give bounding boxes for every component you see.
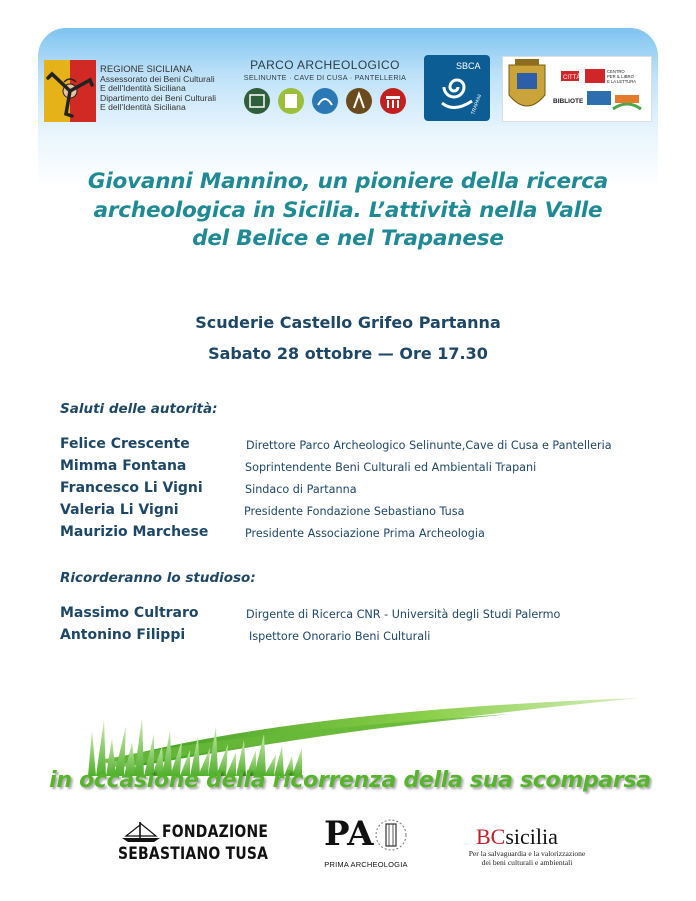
bcsicilia-title: BCsicilia [476,824,558,849]
fst-line1: FONDAZIONE [162,822,269,842]
parco-archeologico-logo [236,58,412,122]
saluti-row [60,502,660,522]
person-name: Mimma Fontana [60,458,187,474]
sbca-trapani-logo [424,55,490,121]
trinacria-icon [44,60,96,122]
parco-title: PARCO ARCHEOLOGICO [250,58,400,72]
person-role: Presidente Associazione Prima Archeologia [245,527,485,540]
person-role: Presidente Fondazione Sebastiano Tusa [244,505,465,518]
fondazione-sebastiano-tusa-logo [118,818,278,870]
comune-crest-icon [503,57,653,123]
svg-text:CITTÀ: CITTÀ [563,75,581,81]
ship-icon [120,820,162,842]
pa-letters: PA [324,814,374,854]
svg-text:SBCA: SBCA [456,61,481,71]
event-date: Sabato 28 ottobre — Ore 17.30 [208,344,488,363]
person-name: Antonino Filippi [60,627,186,643]
event-venue: Scuderie Castello Grifeo Partanna [195,313,501,332]
person-name: Felice Crescente [60,436,190,452]
person-role: Dirgente di Ricerca CNR - Università degli Studi Palermo [246,608,561,621]
svg-text:CENTRO: CENTRO [607,69,625,74]
svg-text:E LA LETTURA: E LA LETTURA [607,79,637,84]
event-title: Giovanni Mannino, un pioniere della ricerca archeologica in Sicilia. L’attività nella Valle del Belice e nel Trapanese [87,169,609,251]
bcsicilia-subtitle: Per la salvaguardia e la valorizzazione dei beni culturali e ambientali [468,849,586,867]
person-name: Maurizio Marchese [60,524,209,540]
bcsicilia-logo [452,824,602,874]
ricorderanno-label: Ricorderanno lo studioso: [60,570,256,586]
person-role: Direttore Parco Archeologico Selinunte,Cave di Cusa e Pantelleria [246,439,612,452]
person-role: Sindaco di Partanna [245,483,357,496]
prima-archeologia-logo [322,814,410,874]
column-icon [374,818,408,852]
parco-subtitle: SELINUNTE · CAVE DI CUSA · PANTELLERIA [243,73,407,82]
person-role: Ispettore Onorario Beni Culturali [249,630,431,643]
person-name: Massimo Cultraro [60,605,199,621]
person-name: Valeria Li Vigni [60,502,179,518]
svg-text:PER IL LIBRO: PER IL LIBRO [607,74,634,79]
saluti-row [60,436,660,456]
svg-text:BIBLIOTE: BIBLIOTE [553,98,584,105]
fst-line2: SEBASTIANO TUSA [118,844,269,864]
saluti-row [60,458,660,478]
occasion-slogan: in occasione della ricorrenza della sua scomparsa [49,768,651,793]
ricorderanno-row [60,627,660,647]
saluti-row [60,524,660,544]
person-name: Francesco Li Vigni [60,480,203,496]
parco-site-icons [242,86,412,116]
person-role: Soprintendente Beni Culturali ed Ambientali Trapani [245,461,537,474]
regione-siciliana-logo [44,58,224,122]
ricorderanno-row [60,605,660,625]
saluti-row [60,480,660,500]
svg-text:TRAPANI: TRAPANI [470,93,484,116]
comune-partanna-logos [502,56,652,122]
sbca-spiral-icon [424,55,490,121]
regione-text: REGIONE SICILIANA Assessorato dei Beni Culturali E dell'Identità Siciliana Dipartimento dei Beni Culturali E dell'Identità Siciliana [100,64,217,113]
pa-caption: PRIMA ARCHEOLOGIA [324,860,408,869]
saluti-label: Saluti delle autorità: [60,401,218,417]
